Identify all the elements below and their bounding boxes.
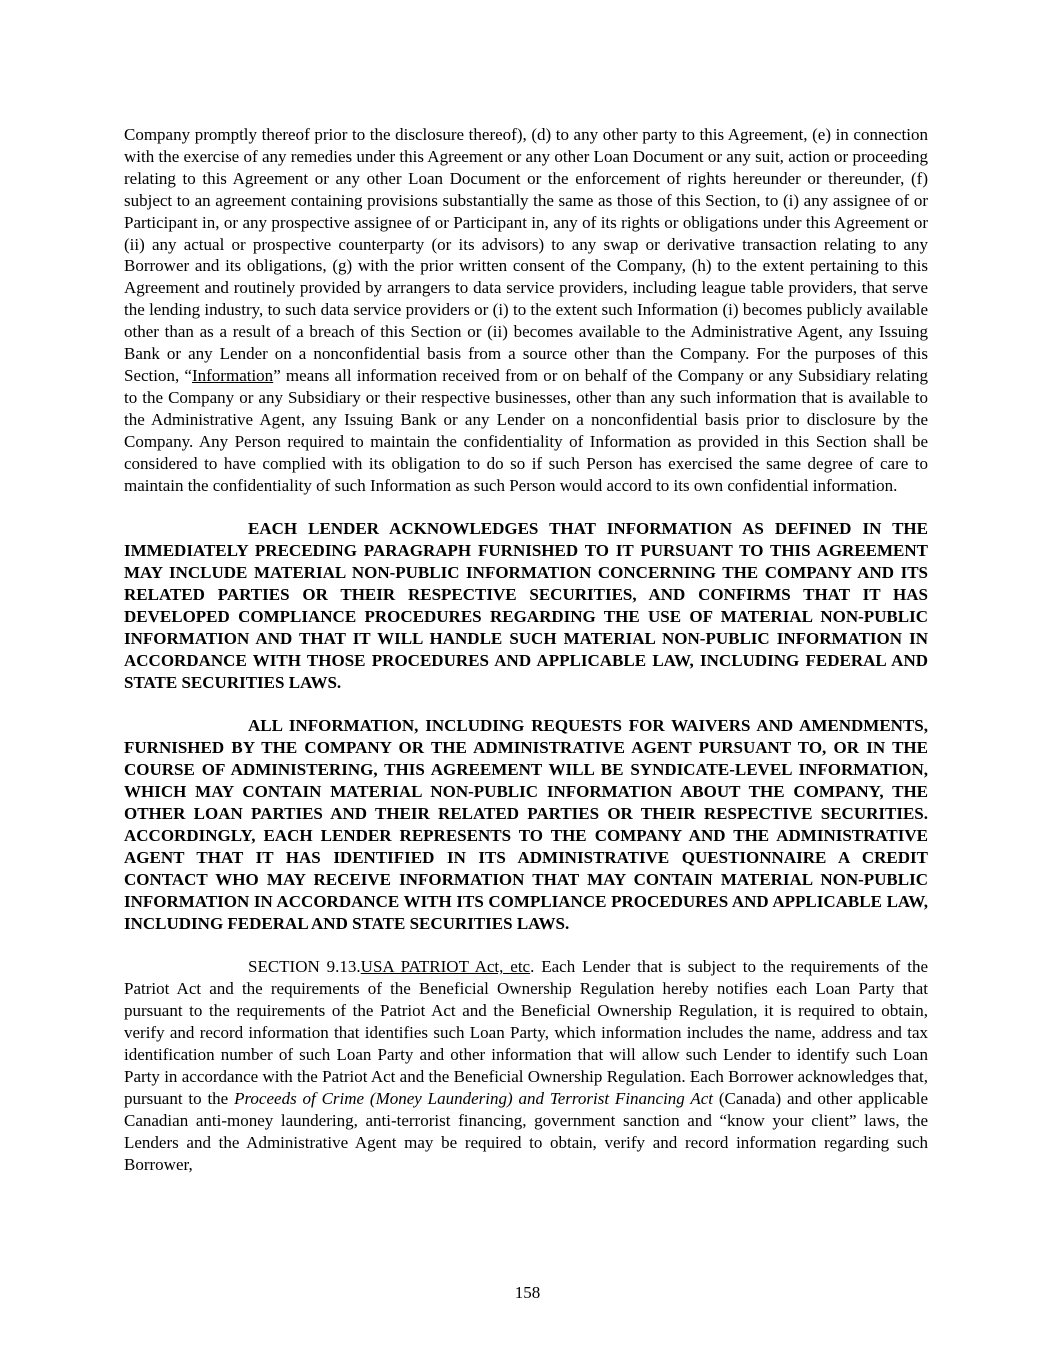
document-page [124, 124, 928, 1175]
mnpi-acknowledgement-paragraph: EACH LENDER ACKNOWLEDGES THAT INFORMATION AS DEFINED IN THE IMMEDIATELY PRECEDING PARAGRAPH FURNISHED TO IT PURSUANT TO THIS AGREEMENT MAY INCLUDE MATERIAL NON-PUBLIC INFORMATION CONCERNING THE COMPANY AND ITS RELATED PARTIES OR THEIR RESPECTIVE SECURITIES, AND CONFIRMS THAT IT HAS DEVELOPED COMPLIANCE PROCEDURES REGARDING THE USE OF MATERIAL NON-PUBLIC INFORMATION AND THAT IT WILL HANDLE SUCH MATERIAL NON-PUBLIC INFORMATION IN ACCORDANCE WITH THOSE PROCEDURES AND APPLICABLE LAW, INCLUDING FEDERAL AND STATE SECURITIES LAWS. [124, 519, 928, 692]
section-9-13-paragraph [124, 956, 928, 1175]
information-defined-term: Information [191, 365, 274, 385]
section-number: SECTION 9.13. [248, 957, 361, 977]
confidentiality-paragraph [124, 124, 928, 496]
act-name: Proceeds of Crime (Money Laundering) and Terrorist Financing Act [234, 1088, 713, 1108]
section-text-a: . Each Lender that is subject to the requirements of the Patriot Act and the requirements of the Beneficial Ownership Regulation hereby notifies each Loan Party that pursuant to the requirements of the Patriot Act and the Beneficial Ownership Regulation, it is required to obtain, verify and record information that identifies such Loan Party, which information includes the name, address and tax identification number of such Loan Party and other information that will allow such Lender to identify such Loan Party in accordance with the Patriot Act and the Beneficial Ownership Regulation. Each Borrower acknowledges that, pursuant to the [124, 957, 928, 1108]
confidentiality-text-b: ” means all information received from or on behalf of the Company or any Subsidiary relating to the Company or any Subsidiary or their respective businesses, other than any such information that is available to the Administrative Agent, any Issuing Bank or any Lender on a nonconfidential basis prior to disclosure by the Company. Any Person required to maintain the confidentiality of Information as provided in this Section shall be considered to have complied with its obligation to do so if such Person has exercised the same degree of care to maintain the confidentiality of such Information as such Person would accord to its own confidential information. [124, 365, 928, 495]
section-text-b: (Canada) and other applicable Canadian anti-money laundering, anti-terrorist financing, government sanction and “know your client” laws, the Lenders and the Administrative Agent may be required to obtain, verify and record information regarding such Borrower, [124, 1088, 928, 1174]
syndicate-information-paragraph: ALL INFORMATION, INCLUDING REQUESTS FOR WAIVERS AND AMENDMENTS, FURNISHED BY THE COMPANY OR THE ADMINISTRATIVE AGENT PURSUANT TO, OR IN THE COURSE OF ADMINISTERING, THIS AGREEMENT WILL BE SYNDICATE-LEVEL INFORMATION, WHICH MAY CONTAIN MATERIAL NON-PUBLIC INFORMATION ABOUT THE COMPANY, THE OTHER LOAN PARTIES AND THEIR RELATED PARTIES OR THEIR RESPECTIVE SECURITIES. ACCORDINGLY, EACH LENDER REPRESENTS TO THE COMPANY AND THE ADMINISTRATIVE AGENT THAT IT HAS IDENTIFIED IN ITS ADMINISTRATIVE QUESTIONNAIRE A CREDIT CONTACT WHO MAY RECEIVE INFORMATION THAT MAY CONTAIN MATERIAL NON-PUBLIC INFORMATION IN ACCORDANCE WITH ITS COMPLIANCE PROCEDURES AND APPLICABLE LAW, INCLUDING FEDERAL AND STATE SECURITIES LAWS. [124, 716, 928, 933]
page-number: 158 [514, 1283, 541, 1302]
confidentiality-text-a: Company promptly thereof prior to the disclosure thereof), (d) to any other party to this Agreement, (e) in connection with the exercise of any remedies under this Agreement or any other Loan Document or any suit, action or proceeding relating to this Agreement or any other Loan Document or the enforcement of rights hereunder or thereunder, (f) subject to an agreement containing provisions substantially the same as those of this Section, to (i) any assignee of or Participant in, or any prospective assignee of or Participant in, any of its rights or obligations under this Agreement or (ii) any actual or prospective counterparty (or its advisors) to any swap or derivative transaction relating to any Borrower and its obligations, (g) with the prior written consent of the Company, (h) to the extent pertaining to this Agreement and routinely provided by arrangers to data service providers, including league table providers, that serve the lending industry, to such data service providers or (i) to the extent such Information (i) becomes publicly available other than as a result of a breach of this Section or (ii) becomes available to the Administrative Agent, any Issuing Bank or any Lender on a nonconfidential basis from a source other than the Company. For the purposes of this Section, “ [124, 125, 928, 385]
section-title: USA PATRIOT Act, etc [360, 957, 531, 977]
